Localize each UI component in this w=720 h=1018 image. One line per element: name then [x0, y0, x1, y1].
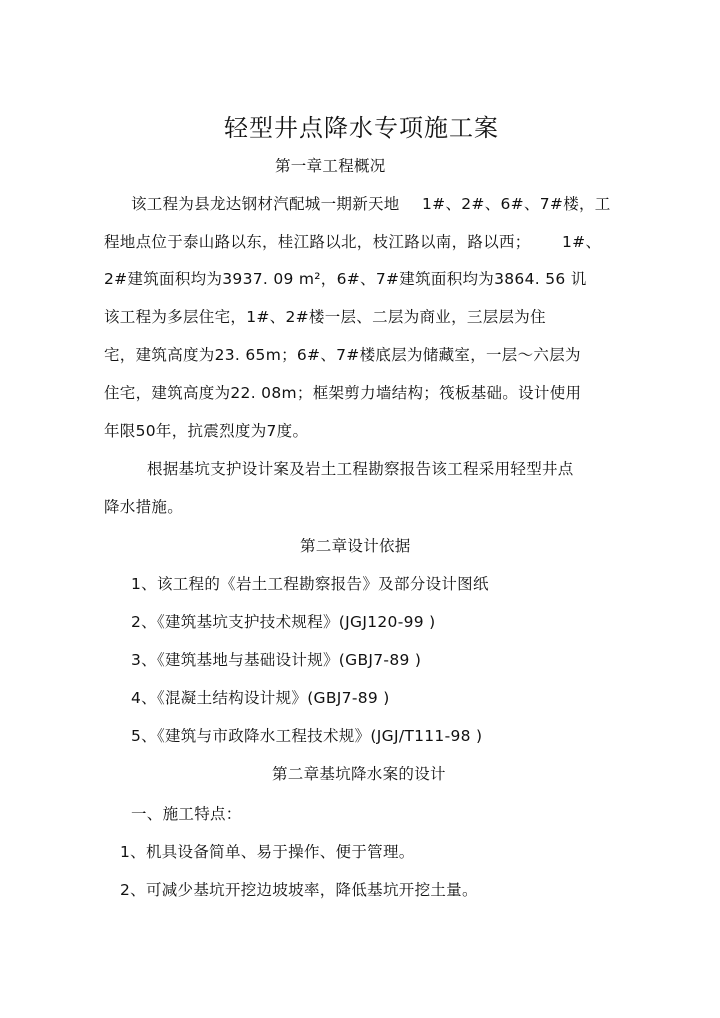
list-item: 1、该工程的《岩土工程勘察报告》及部分设计图纸 [131, 575, 489, 593]
list-item: 4、《混凝土结构设计规》(GBJ7-89 ) [131, 689, 390, 707]
document-title: 轻型井点降水专项施工案 [224, 114, 499, 142]
section-heading: 一、施工特点： [131, 805, 242, 823]
paragraph-line: 1#、 [562, 233, 602, 251]
paragraph-line: 宅，建筑高度为23. 65m；6#、7#楼底层为储藏室，一层～六层为 [104, 346, 581, 364]
paragraph-line: 年限50年，抗震烈度为7度。 [104, 422, 309, 440]
paragraph-line: 2#建筑面积均为3937. 09 m²，6#、7#建筑面积均为3864. 56 讥 [104, 270, 587, 288]
chapter-2-heading: 第二章设计依据 [300, 537, 411, 555]
list-item: 1、机具设备简单、易于操作、便于管理。 [120, 843, 415, 861]
list-item: 3、《建筑基地与基础设计规》(GBJ7-89 ) [131, 651, 422, 669]
chapter-3-heading: 第二章基坑降水案的设计 [272, 765, 446, 783]
list-item: 5、《建筑与市政降水工程技术规》(JGJ/T111-98 ) [131, 727, 483, 745]
list-item: 2、可减少基坑开挖边坡坡率，降低基坑开挖土量。 [120, 881, 478, 899]
chapter-1-heading: 第一章工程概况 [275, 157, 386, 175]
paragraph-line: 该工程为多层住宅，1#、2#楼一层、二层为商业，三层层为住 [104, 308, 546, 326]
paragraph-line: 该工程为县龙达钢材汽配城一期新天地 [131, 195, 400, 213]
paragraph-line: 1#、2#、6#、7#楼，工 [422, 195, 611, 213]
paragraph-line: 住宅，建筑高度为22. 08m；框架剪力墙结构；筏板基础。设计使用 [104, 384, 582, 402]
list-item: 2、《建筑基坑支护技术规程》(JGJ120-99 ) [131, 613, 436, 631]
paragraph-line: 降水措施。 [104, 498, 184, 516]
paragraph-line: 根据基坑支护设计案及岩土工程勘察报告该工程采用轻型井点 [147, 460, 574, 478]
paragraph-line: 程地点位于泰山路以东，桂江路以北，枝江路以南，路以西； [104, 233, 531, 251]
